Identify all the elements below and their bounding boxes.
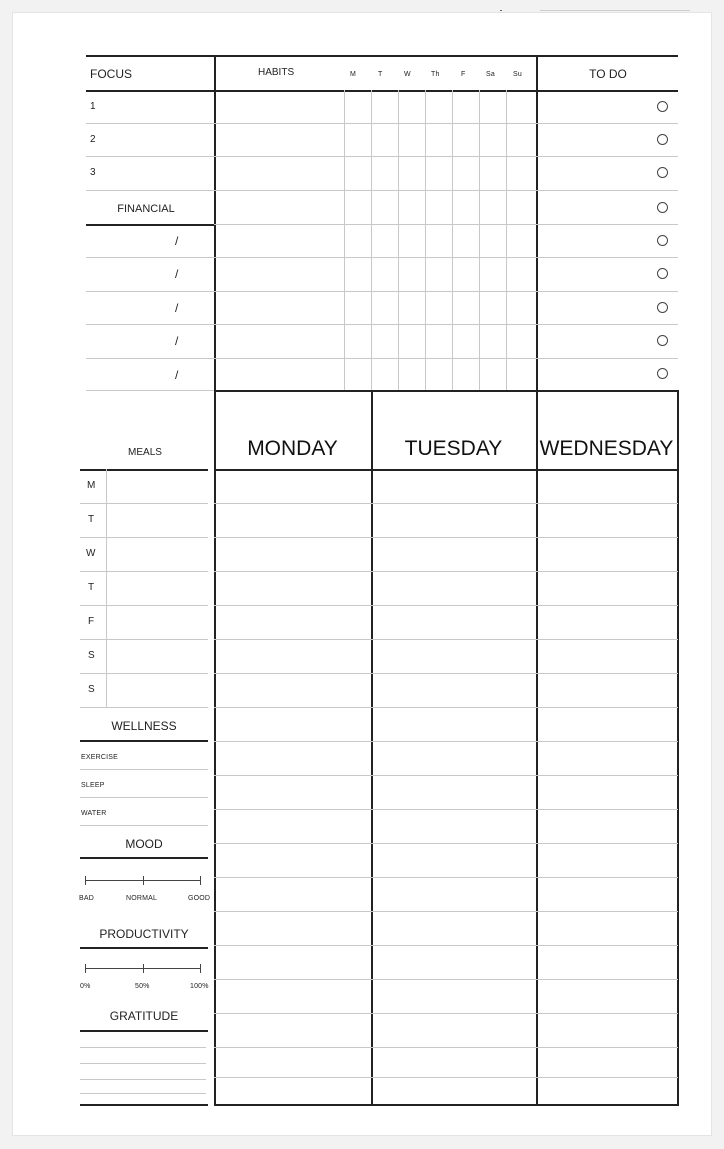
day-row-line (214, 843, 678, 844)
wellness-header: WELLNESS (111, 719, 177, 733)
financial-header: FINANCIAL (117, 203, 175, 215)
row-line (214, 224, 678, 225)
meal-row-line (80, 537, 208, 538)
todo-checkbox[interactable] (657, 167, 668, 178)
day-row-line (214, 809, 678, 810)
habit-day-sun: Su (513, 71, 522, 78)
focus-item-1: 1 (90, 101, 96, 112)
top-edge-mark (500, 10, 502, 11)
todo-checkbox[interactable] (657, 368, 668, 379)
day-row-line (214, 911, 678, 912)
habit-grid-line (344, 90, 345, 390)
habit-grid-line (425, 90, 426, 390)
day-row-line (214, 945, 678, 946)
gratitude-line[interactable] (80, 1047, 206, 1048)
header-top-rule (86, 55, 678, 57)
wellness-water: WATER (81, 810, 107, 817)
day-row-line (214, 1047, 678, 1048)
meal-row-line (80, 605, 208, 606)
habit-day-thu: Th (431, 71, 440, 78)
todo-column-divider (536, 55, 538, 1105)
top-edge-line (540, 10, 690, 11)
mood-tick (143, 876, 144, 885)
meal-row-line (80, 639, 208, 640)
todo-checkbox[interactable] (657, 235, 668, 246)
wellness-row-line (80, 825, 208, 826)
mood-rule (80, 857, 208, 859)
meal-day-sat: S (88, 650, 95, 661)
mood-scale-bad: BAD (79, 895, 94, 902)
day-row-line (214, 979, 678, 980)
productivity-scale-0: 0% (80, 983, 91, 990)
day-section-top-rule (214, 390, 678, 392)
gratitude-line[interactable] (80, 1063, 206, 1064)
row-line (86, 257, 678, 258)
productivity-scale-50: 50% (135, 983, 150, 990)
day-row-line (214, 1077, 678, 1078)
gratitude-bottom-rule (80, 1104, 208, 1106)
meal-row-line (80, 571, 208, 572)
meal-day-fri: F (88, 616, 95, 627)
gratitude-rule (80, 1030, 208, 1032)
habit-day-wed: W (404, 71, 411, 78)
row-line (86, 291, 678, 292)
day-row-line (214, 1013, 678, 1014)
wellness-sleep: SLEEP (81, 782, 105, 789)
meal-row-line (80, 503, 208, 504)
left-column-divider (214, 55, 216, 1105)
day-row-line (214, 673, 678, 674)
meals-rule (80, 469, 208, 471)
todo-checkbox[interactable] (657, 335, 668, 346)
meal-day-mon: M (87, 480, 96, 491)
meal-row-line (80, 707, 208, 708)
day-row-line (214, 639, 678, 640)
gratitude-header: GRATITUDE (109, 1009, 179, 1023)
day-header-wednesday: WEDNESDAY (539, 437, 674, 460)
meal-day-tue: T (88, 514, 95, 525)
focus-item-3: 3 (90, 167, 96, 178)
habits-header: HABITS (258, 67, 295, 78)
gratitude-line[interactable] (80, 1093, 206, 1094)
todo-checkbox[interactable] (657, 101, 668, 112)
habit-day-fri: F (461, 71, 466, 78)
productivity-rule (80, 947, 208, 949)
habit-grid-line (506, 90, 507, 390)
financial-row-5: / (175, 368, 179, 382)
day-row-line (214, 775, 678, 776)
habit-day-tue: T (378, 71, 383, 78)
mood-header: MOOD (125, 837, 163, 851)
wellness-row-line (80, 797, 208, 798)
day-row-line (214, 877, 678, 878)
monday-tuesday-divider (371, 390, 373, 1105)
wellness-exercise: EXERCISE (81, 754, 118, 761)
financial-row-4: / (175, 334, 179, 348)
day-row-line (214, 741, 678, 742)
todo-checkbox[interactable] (657, 302, 668, 313)
meals-header: MEALS (128, 447, 162, 458)
mood-tick (85, 876, 86, 885)
productivity-header: PRODUCTIVITY (99, 927, 189, 941)
todo-checkbox[interactable] (657, 134, 668, 145)
todo-checkbox[interactable] (657, 268, 668, 279)
meal-day-thu: T (88, 582, 95, 593)
habit-grid-line (371, 90, 372, 390)
row-line (86, 324, 678, 325)
productivity-tick (200, 964, 201, 973)
row-line (86, 390, 214, 391)
wellness-rule (80, 740, 208, 742)
todo-header: TO DO (589, 67, 627, 81)
gratitude-line[interactable] (80, 1079, 206, 1080)
productivity-tick (85, 964, 86, 973)
mood-scale-normal: NORMAL (126, 895, 158, 902)
habit-grid-line (452, 90, 453, 390)
day-section-right-border (677, 390, 679, 1105)
header-bottom-rule (86, 90, 678, 92)
wellness-row-line (80, 769, 208, 770)
meal-row-line (80, 673, 208, 674)
productivity-tick (143, 964, 144, 973)
focus-item-2: 2 (90, 134, 96, 145)
row-line (86, 190, 678, 191)
day-row-line (214, 605, 678, 606)
habit-grid-line (479, 90, 480, 390)
meals-day-divider (106, 469, 107, 707)
row-line (86, 156, 678, 157)
mood-scale-good: GOOD (188, 895, 211, 902)
meal-day-wed: W (86, 548, 96, 559)
meal-day-sun: S (88, 684, 95, 695)
day-section-bottom-rule (214, 1104, 679, 1106)
day-row-line (214, 571, 678, 572)
day-row-line (214, 503, 678, 504)
productivity-scale-100: 100% (190, 983, 209, 990)
day-header-monday: MONDAY (247, 437, 338, 460)
habit-day-mon: M (350, 71, 357, 78)
financial-rule (86, 224, 214, 226)
financial-row-3: / (175, 301, 179, 315)
todo-checkbox[interactable] (657, 202, 668, 213)
row-line (86, 358, 678, 359)
day-row-line (214, 537, 678, 538)
mood-tick (200, 876, 201, 885)
row-line (86, 123, 678, 124)
focus-header: FOCUS (90, 67, 132, 81)
day-header-rule (214, 469, 678, 471)
day-header-tuesday: TUESDAY (404, 437, 503, 460)
financial-row-1: / (175, 234, 179, 248)
financial-row-2: / (175, 267, 179, 281)
day-row-line (214, 707, 678, 708)
habit-grid-line (398, 90, 399, 390)
habit-day-sat: Sa (486, 71, 495, 78)
